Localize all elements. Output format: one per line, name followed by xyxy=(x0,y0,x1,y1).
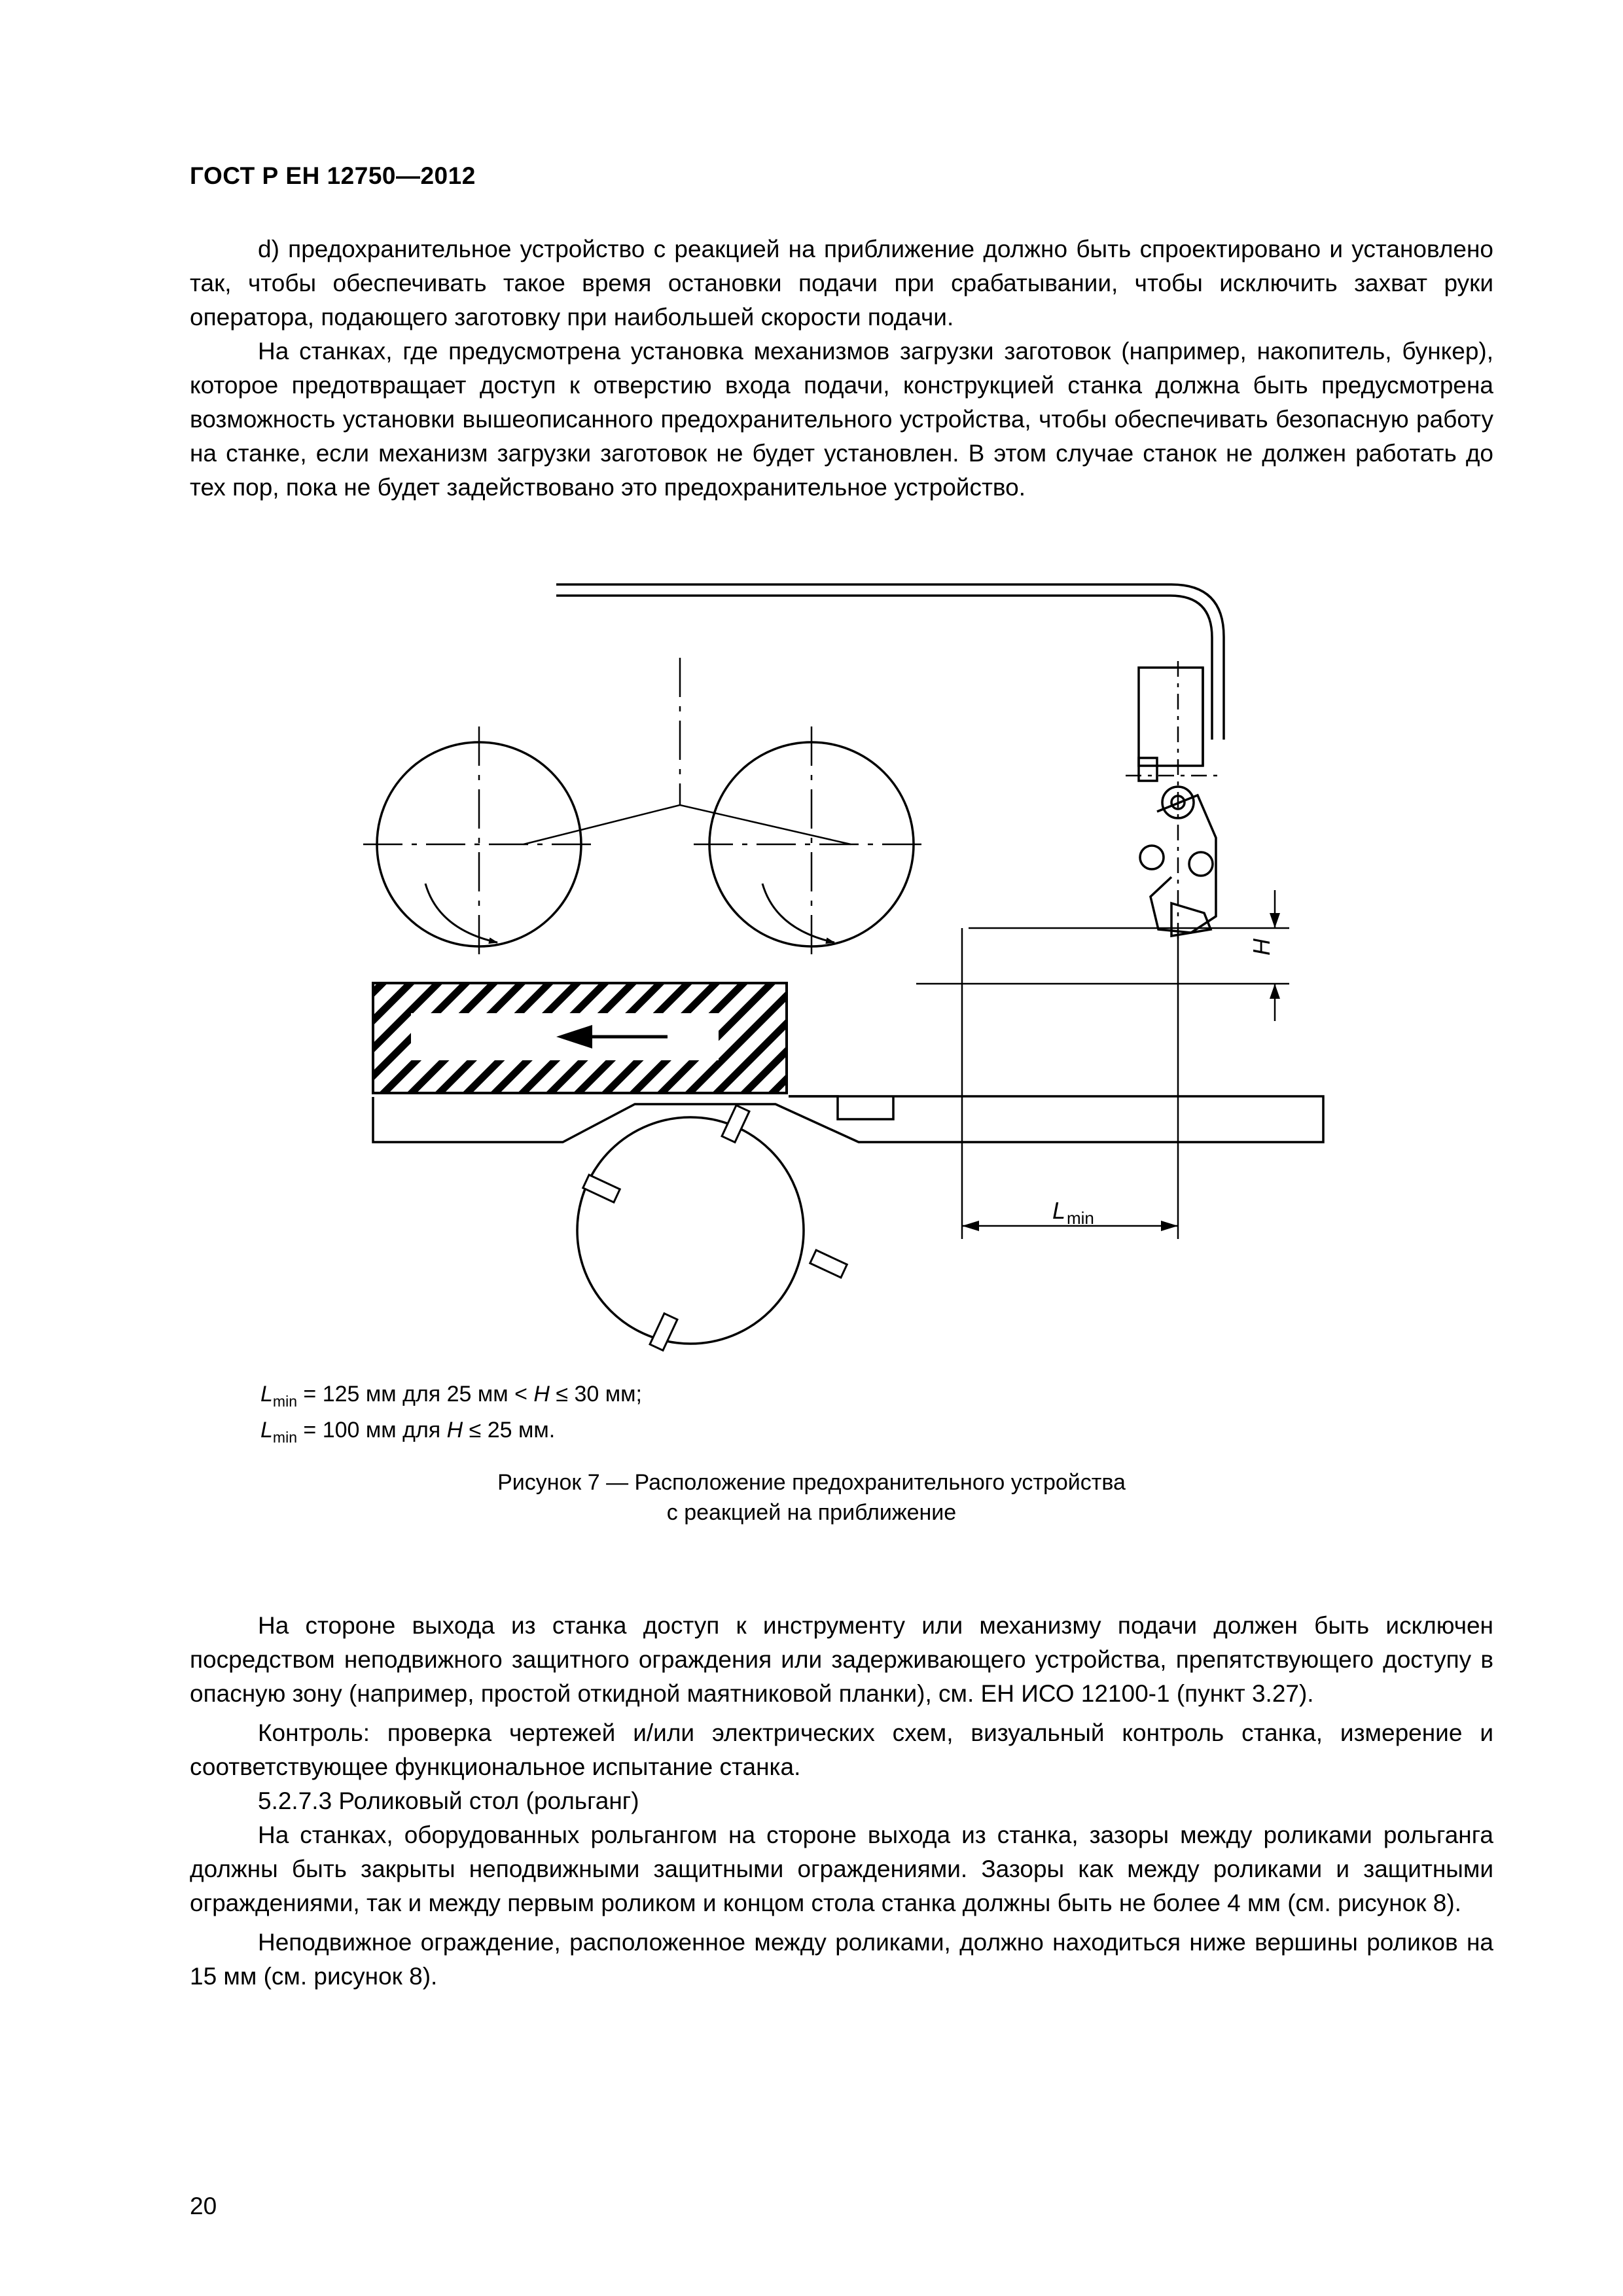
top-guard xyxy=(556,584,1224,740)
dimension-H-label: H xyxy=(1248,939,1275,956)
paragraph: На стороне выхода из станка доступ к инструменту или механизму подачи должен быть исключен посредством неподвижного защитного ограждения или задерживающего устройства, препятствующего доступу в опасную зону (например, простой откидной маятниковой планки), см. ЕН ИСО 12100-1 (пункт 3.27). xyxy=(190,1612,1493,1707)
document-header: ГОСТ Р ЕН 12750—2012 xyxy=(190,162,476,189)
dimension-L-subscript: min xyxy=(1067,1208,1094,1228)
legend-line: $L_{min} = 125$ мм для 25 мм < H ≤ 30 мм; xyxy=(260,1382,642,1410)
caption-line: с реакцией на приближение xyxy=(666,1500,957,1525)
text-block-bottom xyxy=(190,1609,1493,1994)
caption-line: Рисунок 7 — Расположение предохранительного устройства xyxy=(497,1470,1126,1495)
figure-caption xyxy=(0,1467,1623,1528)
figure-legend xyxy=(260,1380,642,1452)
paragraph: d) предохранительное устройство с реакцией на приближение должно быть спроектировано и установлено так, чтобы обеспечивать такое время остановки подачи при срабатывании, чтобы исключить захват руки оператора, подающего заготовку при наибольшей скорости подачи. xyxy=(190,236,1493,331)
paragraph: На станках, оборудованных рольгангом на стороне выхода из станка, зазоры между роликами рольганга должны быть закрыты неподвижными защитными ограждениями. Зазоры как между роликами и защитными ограждениями, так и между первым роликом и концом стола станка должны быть не более 4 мм (см. рисунок 8). xyxy=(190,1821,1493,1916)
section-heading: 5.2.7.3 Роликовый стол (рольганг) xyxy=(258,1787,639,1814)
paragraph: Неподвижное ограждение, расположенное между роликами, должно находиться ниже вершины роликов на 15 мм (см. рисунок 8). xyxy=(190,1929,1493,1990)
rotation-arrow-left xyxy=(425,884,497,942)
legend-line: $L_{min} = 100$ мм для H ≤ 25 мм. xyxy=(260,1418,556,1446)
paragraph: Контроль: проверка чертежей и/или электрических схем, визуальный контроль станка, измерение и соответствующее функциональное испытание станка. xyxy=(190,1719,1493,1780)
dimension-L-label: L xyxy=(1052,1197,1066,1224)
page-number: 20 xyxy=(190,2193,217,2219)
paragraph: На станках, где предусмотрена установка механизмов загрузки заготовок (например, накопитель, бункер), которое предотвращает доступ к отверстию входа подачи, конструкцией станка должна быть предусмотрена возможность установки вышеописанного предохранительного устройства, чтобы обеспечивать безопасную работу на станке, если механизм загрузки заготовок не будет установлен. В этом случае станок не должен работать до тех пор, пока не будет задействовано это предохранительное устройство. xyxy=(190,338,1493,501)
top-guard-inner xyxy=(556,596,1212,740)
cutter-head xyxy=(577,1117,804,1344)
rotation-arrow-right xyxy=(762,884,834,942)
proximity-device-housing xyxy=(1139,668,1203,766)
